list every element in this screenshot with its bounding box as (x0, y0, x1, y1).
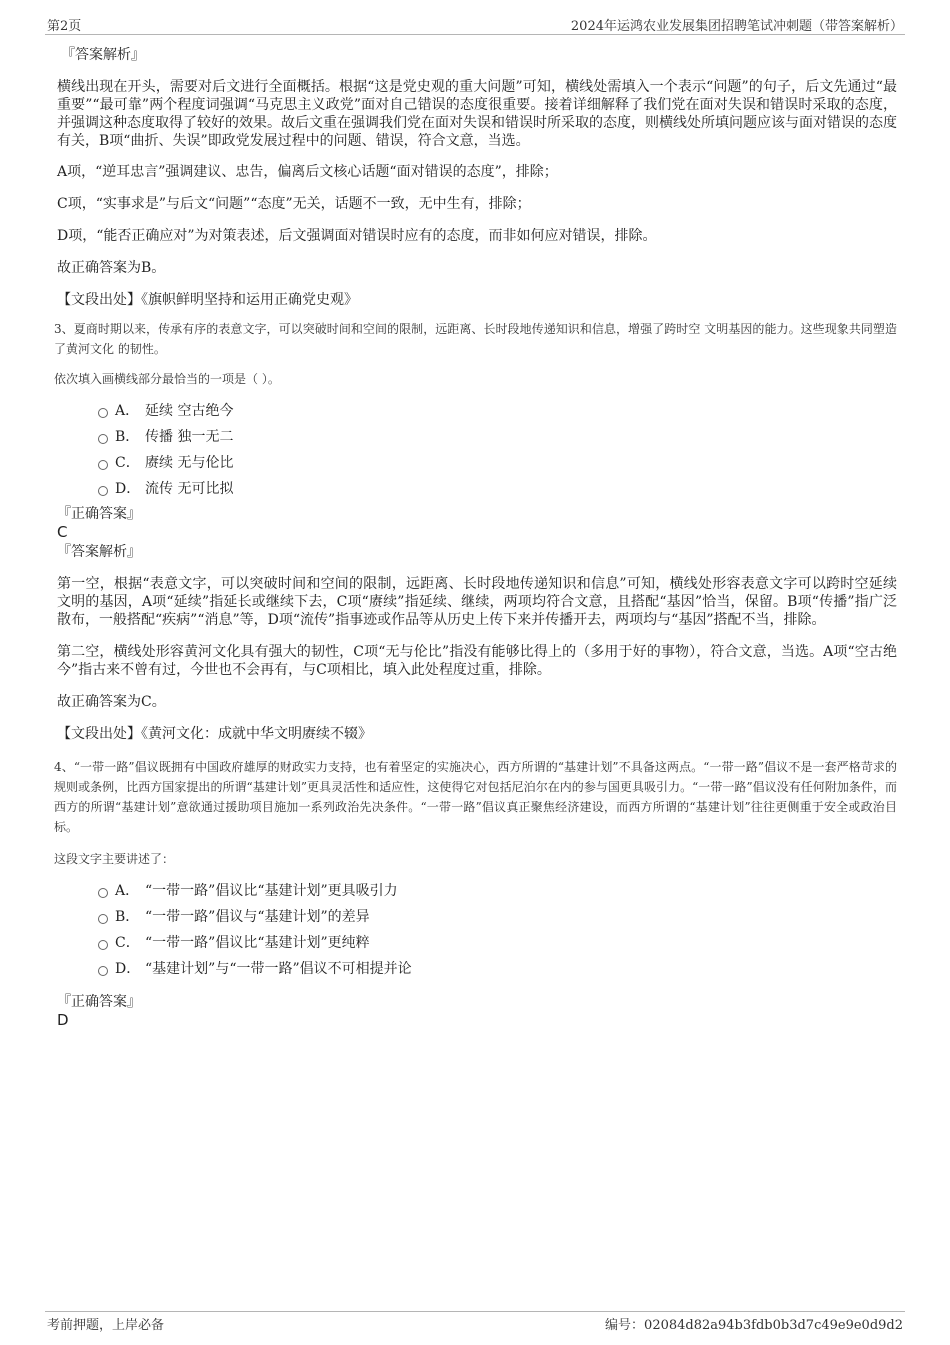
q3-options (57, 401, 897, 501)
q3-source: 【文段出处】《黄河文化：成就中华文明赓续不辍》 (57, 726, 372, 742)
q3-conclusion: 故正确答案为C。 (57, 694, 166, 710)
document-serial: 编号：02084d82a94b3fdb0b3d7c49e9e0d9d2 (605, 1318, 903, 1333)
option-letter: B． (115, 429, 140, 445)
page-header (45, 14, 905, 35)
q4-option-b[interactable] (57, 907, 897, 929)
q3-option-b[interactable] (57, 427, 897, 449)
q2-analysis-paragraph: C项，“实事求是”与后文“问题”“态度”无关，话题不一致，无中生有，排除； (57, 196, 531, 212)
radio-button[interactable] (98, 914, 108, 924)
page-footer (45, 1311, 905, 1336)
radio-button[interactable] (98, 434, 108, 444)
q4-prompt: 这段文字主要讲述了： (54, 852, 175, 866)
option-text: 延续 空古绝今 (145, 403, 234, 419)
option-text: 流传 无可比拟 (145, 481, 234, 497)
option-letter: A． (115, 403, 140, 419)
q4-option-d[interactable] (57, 959, 897, 981)
q2-analysis-paragraph: D项，“能否正确应对”为对策表述，后文强调面对错误时应有的态度，而非如何应对错误，排除。 (57, 228, 657, 244)
option-letter: B． (115, 909, 140, 925)
q2-analysis-label: 『答案解析』 (61, 47, 145, 63)
q4-stem: 4、“一带一路”倡议既拥有中国政府雄厚的财政实力支持，也有着坚定的实施决心，西方所谓的“基建计划”不具备这两点。“一带一路”倡议不是一套严格苛求的规则或条例，比西方国家提出的所谓“基建计划”更具灵活性和适应性，这使得它对包括尼泊尔在内的参与国更具吸引力。“一带一路”倡议没有任何附加条件，而西方的所谓“基建计划”意欲通过援助项目施加一系列政治先决条件。“一带一路”倡议真正聚焦经济建设，而西方所谓的“基建计划”往往更侧重于安全或政治目标。 (54, 760, 897, 834)
q3-analysis-label: 『答案解析』 (57, 544, 141, 560)
footer-slogan: 考前押题，上岸必备 (47, 1318, 165, 1333)
q3-prompt: 依次填入画横线部分最恰当的一项是（ ）。 (54, 372, 280, 386)
radio-button[interactable] (98, 408, 108, 418)
radio-button[interactable] (98, 966, 108, 976)
q4-answer: D (57, 1011, 69, 1029)
page-content (54, 46, 897, 1029)
q4-option-c[interactable] (57, 933, 897, 955)
option-letter: C． (115, 935, 140, 951)
q2-conclusion: 故正确答案为B。 (57, 260, 166, 276)
option-text: 传播 独一无二 (145, 429, 234, 445)
q2-source: 【文段出处】《旗帜鲜明坚持和运用正确党史观》 (57, 292, 358, 308)
option-letter: D． (115, 961, 141, 977)
option-letter: C． (115, 455, 140, 471)
radio-button[interactable] (98, 888, 108, 898)
option-text: “一带一路”倡议比“基建计划”更具吸引力 (145, 883, 398, 899)
q3-analysis-paragraph: 第二空，横线处形容黄河文化具有强大的韧性，C项“无与伦比”指没有能够比得上的（多用于好的事物），符合文意，当选。A项“空古绝今”指古来不曾有过，今世也不会再有，与C项相比，填入此处程度过重，排除。 (57, 644, 897, 678)
q3-correct-label: 『正确答案』 (57, 506, 141, 522)
q2-analysis-paragraph: 横线出现在开头，需要对后文进行全面概括。根据“这是党史观的重大问题”可知，横线处需填入一个表示“问题”的句子，后文先通过“最重要”“最可靠”两个程度词强调“马克思主义政党”面对自己错误的态度很重要。接着详细解释了我们党在面对失误和错误时采取的态度，并强调这种态度取得了较好的效果。故后文重在强调我们党在面对失误和错误时所采取的态度，则横线处所填问题应该与面对错误的态度有关，B项“曲折、失误”即政党发展过程中的问题、错误，符合文意，当选。 (57, 79, 897, 149)
radio-button[interactable] (98, 940, 108, 950)
q3-option-c[interactable] (57, 453, 897, 475)
radio-button[interactable] (98, 460, 108, 470)
q3-option-a[interactable] (57, 401, 897, 423)
option-text: 赓续 无与伦比 (145, 455, 234, 471)
document-title: 2024年运鸿农业发展集团招聘笔试冲刺题（带答案解析） (570, 19, 903, 34)
q3-option-d[interactable] (57, 479, 897, 501)
radio-button[interactable] (98, 486, 108, 496)
option-text: “一带一路”倡议与“基建计划”的差异 (145, 909, 370, 925)
q2-analysis-paragraph: A项，“逆耳忠言”强调建议、忠告，偏离后文核心话题“面对错误的态度”，排除； (57, 164, 558, 180)
q4-option-a[interactable] (57, 881, 897, 903)
q3-answer: C (57, 523, 68, 541)
q3-analysis-paragraph: 第一空，根据“表意文字，可以突破时间和空间的限制，远距离、长时段地传递知识和信息”可知，横线处形容表意文字可以跨时空延续文明的基因，A项“延续”指延长或继续下去，C项“赓续”指延续、继续，两项均符合文意，且搭配“基因”恰当，保留。B项“传播”指广泛散布，一般搭配“疾病”“消息”等，D项“流传”指事迹或作品等从历史上传下来并传播开去，两项均与“基因”搭配不当，排除。 (57, 576, 897, 628)
option-text: “一带一路”倡议比“基建计划”更纯粹 (145, 935, 370, 951)
q4-correct-label: 『正确答案』 (57, 994, 141, 1010)
page-number: 第2页 (47, 19, 82, 34)
option-letter: A． (115, 883, 140, 899)
option-letter: D． (115, 481, 141, 497)
q4-options (57, 881, 897, 981)
option-text: “基建计划”与“一带一路”倡议不可相提并论 (145, 961, 412, 977)
q3-stem: 3、夏商时期以来，传承有序的表意文字，可以突破时间和空间的限制，远距离、长时段地传递知识和信息，增强了跨时空 文明基因的能力。这些现象共同塑造了黄河文化 的韧性。 (54, 322, 897, 356)
